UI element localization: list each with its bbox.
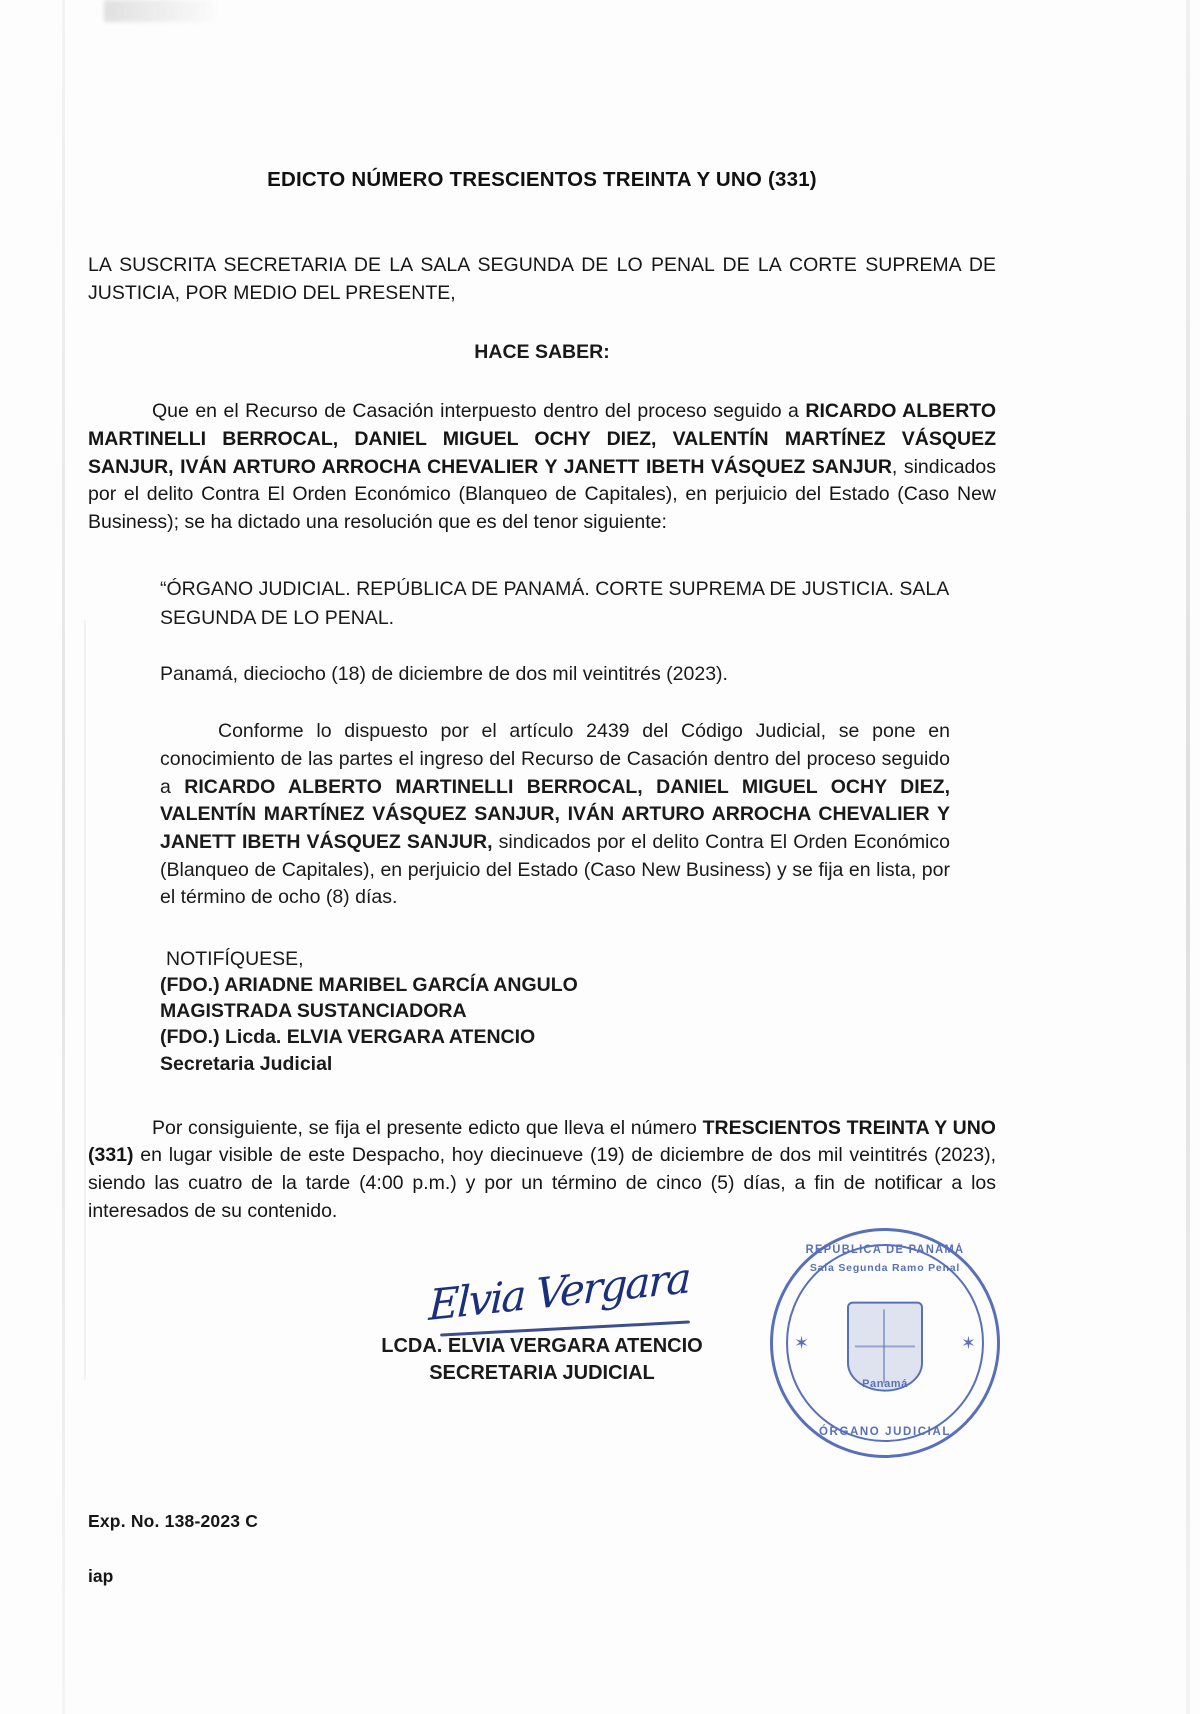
body-2-number: TRESCIENTOS TREINTA Y UNO (331)	[88, 1116, 996, 1167]
quoted-resolution	[160, 575, 950, 912]
hace-saber-heading: HACE SABER:	[474, 341, 610, 364]
official-seal-stamp	[770, 1228, 1000, 1458]
quote-header: “ÓRGANO JUDICIAL. REPÚBLICA DE PANAMÁ. CORTE SUPREMA DE JUSTICIA. SALA SEGUNDA DE LO PENAL.	[160, 577, 949, 629]
seal-star-left-icon: ✶	[794, 1333, 810, 1353]
body-1-lead: Que en el Recurso de Casación interpuesto dentro del proceso seguido a	[152, 400, 806, 423]
page-title: EDICTO NÚMERO TRESCIENTOS TREINTA Y UNO (331)	[267, 168, 817, 191]
notification-line-1: NOTIFÍQUESE,	[166, 948, 304, 971]
body-paragraph-1	[88, 398, 996, 536]
quote-date: Panamá, dieciocho (18) de diciembre de dos mil veintitrés (2023).	[160, 662, 728, 685]
seal-subtitle-text: Sala Segunda Ramo Penal	[809, 1262, 961, 1274]
quote-body-names: RICARDO ALBERTO MARTINELLI BERROCAL, DANIEL MIGUEL OCHY DIEZ, VALENTÍN MARTÍNEZ VÁSQUEZ SANJUR, IVÁN ARTURO ARROCHA CHEVALIER Y JANETT IBETH VÁSQUEZ SANJUR,	[160, 775, 950, 853]
notification-line-5: Secretaria Judicial	[160, 1052, 333, 1075]
quote-body-tail: sindicados por el delito Contra El Orden Económico (Blanqueo de Capitales), en perjuicio del Estado (Caso New Business) y se fija en lista, por el término de ocho (8) días.	[160, 830, 950, 909]
notification-block	[160, 946, 996, 1077]
notification-line-2: (FDO.) ARIADNE MARIBEL GARCÍA ANGULO	[160, 974, 578, 997]
scan-edge-left	[62, 0, 65, 1714]
body-2-tail: en lugar visible de este Despacho, hoy diecinueve (19) de diciembre de dos mil veintitrés (2023), siendo las cuatro de la tarde (4:00 p.m.) y por un término de cinco (5) días, a fin de notificar a los interesados de su contenido.	[88, 1144, 996, 1222]
seal-text-group	[770, 1228, 1000, 1458]
handwritten-signature: Elvia Vergara	[427, 1253, 691, 1331]
seal-bottom-text: ÓRGANO JUDICIAL	[819, 1426, 951, 1438]
signatory-name: LCDA. ELVIA VERGARA ATENCIO	[381, 1335, 703, 1358]
body-1-tail: , sindicados por el delito Contra El Orden Económico (Blanqueo de Capitales), en perjuicio del Estado (Caso New Business); se ha dictado una resolución que es del tenor siguiente:	[88, 455, 996, 534]
expediente-number: Exp. No. 138-2023 C	[88, 1511, 259, 1532]
intro-paragraph: LA SUSCRITA SECRETARIA DE LA SALA SEGUNDA DE LO PENAL DE LA CORTE SUPREMA DE JUSTICIA, POR MEDIO DEL PRESENTE,	[88, 254, 996, 304]
scan-edge-right	[1186, 0, 1190, 1714]
typist-initials: iap	[88, 1566, 114, 1587]
quote-body-lead: Conforme lo dispuesto por el artículo 2439 del Código Judicial, se pone en conocimiento de las partes el ingreso del Recurso de Casación dentro del proceso seguido a	[160, 720, 950, 798]
notification-line-3: MAGISTRADA SUSTANCIADORA	[160, 1000, 467, 1023]
seal-star-right-icon: ✶	[960, 1333, 976, 1353]
scan-fold-line	[84, 620, 86, 1380]
quote-body	[160, 718, 950, 912]
signatory-role: SECRETARIA JUDICIAL	[429, 1362, 655, 1385]
seal-mid-text: Panamá	[862, 1378, 908, 1390]
body-1-names: RICARDO ALBERTO MARTINELLI BERROCAL, DANIEL MIGUEL OCHY DIEZ, VALENTÍN MARTÍNEZ VÁSQUEZ SANJUR, IVÁN ARTURO ARROCHA CHEVALIER Y JANETT IBETH VÁSQUEZ SANJUR	[88, 400, 996, 478]
seal-top-text: REPÚBLICA DE PANAMÁ	[805, 1244, 965, 1256]
notification-line-4: (FDO.) Licda. ELVIA VERGARA ATENCIO	[160, 1026, 536, 1049]
body-paragraph-2	[88, 1115, 996, 1226]
body-2-lead: Por consiguiente, se fija el presente edicto que lleva el número	[152, 1116, 703, 1139]
document-footer	[88, 1511, 996, 1587]
